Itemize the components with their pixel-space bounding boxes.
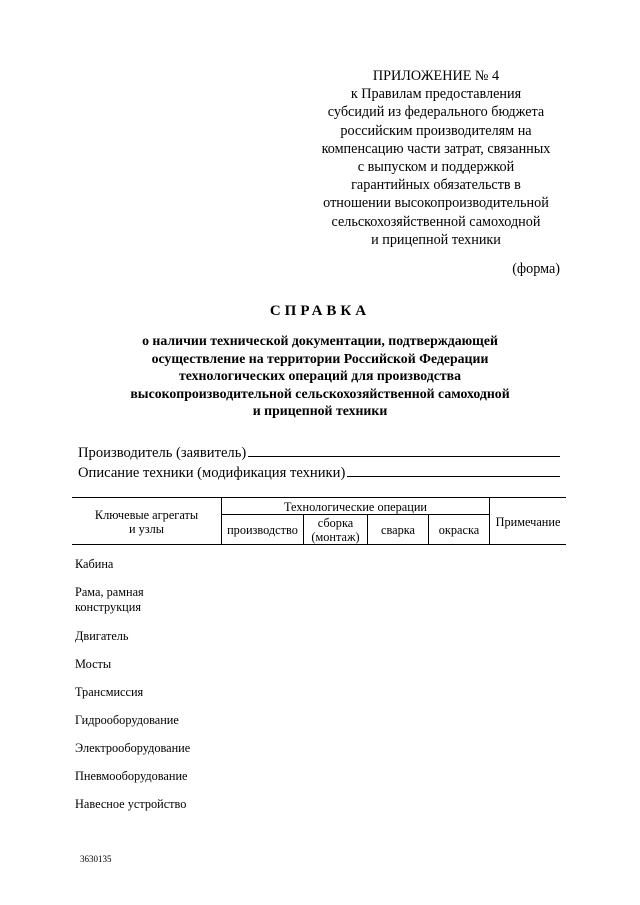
column-group-header: Технологические операции	[284, 500, 427, 514]
column-header-units	[72, 508, 221, 536]
manufacturer-label: Производитель (заявитель)	[78, 445, 247, 461]
appendix-line: субсидий из федерального бюджета	[327, 104, 545, 121]
table-header-bottom-rule	[72, 544, 566, 545]
description-field[interactable]	[78, 462, 560, 482]
document-subtitle	[90, 332, 550, 420]
column-header-production: производство	[227, 523, 298, 537]
column-header-units-line: Ключевые агрегаты	[94, 508, 199, 522]
appendix-line: ПРИЛОЖЕНИЕ № 4	[372, 68, 500, 84]
column-header-assembly-line: (монтаж)	[311, 530, 360, 544]
table-row-hitch: Навесное устройство	[75, 797, 187, 811]
appendix-line: гарантийных обязательств в	[351, 177, 521, 194]
appendix-line: с выпуском и поддержкой	[357, 159, 515, 176]
subtitle-line: технологических операций для производства	[178, 368, 462, 384]
subtitle-line: высокопроизводительной сельскохозяйственной самоходной	[130, 385, 510, 401]
column-header-note: Примечание	[495, 515, 561, 529]
appendix-line: и прицепной техники	[371, 231, 501, 248]
form-label: (форма)	[512, 261, 560, 277]
table-row-engine: Двигатель	[75, 629, 129, 643]
subtitle-line: осуществление на территории Российской Федерации	[151, 350, 489, 366]
table-row-frame-line: Рама, рамная	[75, 585, 144, 599]
group-header-divider	[221, 514, 489, 515]
subtitle-line: и прицепной техники	[252, 403, 388, 419]
column-header-painting: окраска	[438, 523, 480, 537]
manufacturer-field[interactable]	[78, 442, 560, 462]
appendix-line: сельскохозяйственной самоходной	[331, 213, 541, 230]
table-row-pneumatics: Пневмооборудование	[75, 769, 188, 783]
appendix-line: к Правилам предоставления	[350, 86, 522, 103]
document-title: СПРАВКА	[269, 303, 371, 319]
appendix-line: отношении высокопроизводительной	[323, 195, 549, 212]
appendix-line: компенсацию части затрат, связанных	[321, 140, 551, 157]
table-row-frame	[75, 585, 144, 615]
column-header-welding: сварка	[381, 523, 415, 537]
table-row-transmission: Трансмиссия	[75, 685, 144, 699]
document-code: 3630135	[80, 854, 112, 864]
table-row-frame-line: конструкция	[75, 600, 141, 614]
table-row-axles: Мосты	[75, 657, 112, 671]
appendix-line: российским производителям на	[340, 122, 532, 139]
column-header-assembly	[304, 516, 367, 544]
column-header-assembly-line: сборка	[317, 516, 354, 530]
manufacturer-blank-line[interactable]	[248, 442, 560, 457]
appendix-header	[300, 67, 572, 249]
table-row-cabin: Кабина	[75, 557, 114, 571]
table-row-electrical: Электрооборудование	[75, 741, 191, 755]
column-header-units-line: и узлы	[128, 522, 165, 536]
description-label: Описание техники (модификация техники)	[78, 465, 346, 481]
table-row-hydraulics: Гидрооборудование	[75, 713, 179, 727]
description-blank-line[interactable]	[347, 462, 560, 477]
subtitle-line: о наличии технической документации, подтверждающей	[142, 333, 498, 348]
table-top-rule	[72, 497, 566, 498]
